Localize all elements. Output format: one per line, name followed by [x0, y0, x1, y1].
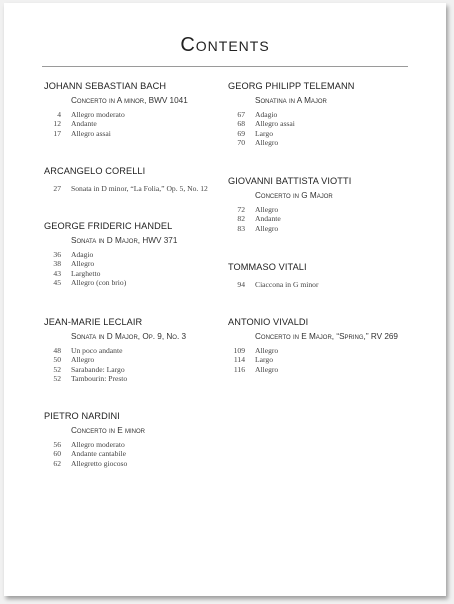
- movement-name: Allegro moderato: [71, 440, 125, 449]
- composer-section-vitali: [228, 262, 318, 289]
- movement-entry: [228, 205, 351, 214]
- movement-name: Allegro: [255, 138, 279, 148]
- movement-entry: [228, 138, 354, 147]
- movement-name: Sonata in D minor, “La Folia,” Op. 5, No. 12: [71, 184, 208, 193]
- page-number: 72: [237, 205, 245, 214]
- composer-section-nardini: [44, 411, 145, 468]
- movement-name: Largo: [255, 355, 273, 365]
- page-number: 12: [53, 119, 61, 129]
- work-title: Sonatina in A Major: [255, 96, 327, 105]
- movement-entry: [44, 269, 177, 278]
- composer-section-leclair: [44, 317, 186, 384]
- work-title: Concerto in G Major: [255, 191, 333, 200]
- page-number: 114: [233, 355, 245, 365]
- composer-section-viotti: [228, 176, 351, 233]
- movement-name: Larghetto: [71, 268, 101, 278]
- movement-entry: [44, 459, 145, 468]
- composer-name: GEORG PHILIPP TELEMANN: [228, 81, 355, 91]
- movement-name: Ciaccona in G minor: [255, 280, 319, 289]
- page-number: 70: [237, 138, 245, 148]
- page-number: 45: [53, 278, 61, 288]
- page-number: 67: [237, 110, 245, 119]
- work-title: Concerto in E Major, “Spring,” RV 269: [255, 332, 398, 341]
- movement-name: Andante: [71, 119, 97, 129]
- composer-section-bach: [44, 81, 188, 138]
- composer-name: GIOVANNI BATTISTA VIOTTI: [228, 176, 352, 186]
- movement-entry: [44, 110, 188, 119]
- composer-name: TOMMASO VITALI: [228, 262, 307, 272]
- movement-name: Allegro: [255, 364, 279, 374]
- movement-name: Allegretto giocoso: [71, 458, 128, 468]
- movement-name: Allegro (con brio): [71, 278, 127, 288]
- page-number: 27: [53, 184, 61, 193]
- composer-name: PIETRO NARDINI: [44, 411, 120, 421]
- page-number: 52: [53, 374, 61, 384]
- work-title: Concerto in E minor: [71, 426, 145, 435]
- movement-entry: [228, 355, 398, 364]
- composer-name: ARCANGELO CORELLI: [44, 166, 146, 176]
- movement-name: Allegro: [71, 259, 95, 269]
- movement-entry: [44, 355, 186, 364]
- movement-entry: [44, 129, 188, 138]
- movement-name: Allegro: [255, 346, 279, 355]
- movement-name: Allegro assai: [255, 119, 295, 129]
- composer-section-vivaldi: [228, 317, 398, 374]
- page-number: 82: [237, 214, 245, 224]
- movement-name: Allegro assai: [71, 128, 111, 138]
- movement-entry: [44, 184, 208, 193]
- composer-name: ANTONIO VIVALDI: [228, 317, 309, 327]
- movement-entry: [44, 440, 145, 449]
- page-number: 62: [53, 458, 61, 468]
- work-title: Concerto in A minor, BWV 1041: [71, 96, 188, 105]
- movement-entry: [228, 346, 398, 355]
- page-number: 109: [233, 346, 245, 355]
- movement-entry: [228, 365, 398, 374]
- work-title: Sonata in D Major, HWV 371: [71, 236, 178, 245]
- movement-entry: [44, 449, 145, 458]
- movement-entry: [228, 119, 354, 128]
- movement-name: Andante: [255, 214, 281, 224]
- movement-name: Adagio: [255, 110, 278, 119]
- movement-entry: [44, 346, 186, 355]
- page-number: 48: [53, 346, 61, 355]
- page-number: 52: [53, 364, 61, 374]
- movement-entry: [228, 280, 318, 289]
- page-number: 4: [57, 110, 61, 119]
- movement-name: Sarabande: Largo: [71, 364, 125, 374]
- composer-section-handel: [44, 221, 177, 288]
- composer-name: GEORGE FRIDERIC HANDEL: [44, 221, 173, 231]
- movement-name: Largo: [255, 128, 273, 138]
- movement-name: Un poco andante: [71, 346, 123, 355]
- work-title: Sonata in D Major, Op. 9, No. 3: [71, 332, 187, 341]
- page-number: 69: [237, 128, 245, 138]
- page-number: 60: [53, 449, 61, 459]
- page-number: 56: [53, 440, 61, 449]
- composer-name: JOHANN SEBASTIAN BACH: [44, 81, 167, 91]
- page-number: 36: [53, 250, 61, 259]
- page-number: 43: [53, 268, 61, 278]
- composer-section-telemann: [228, 81, 354, 148]
- movement-entry: [228, 224, 351, 233]
- movement-entry: [44, 278, 177, 287]
- composer-section-corelli: [44, 166, 208, 193]
- contents-page: [4, 3, 446, 596]
- page-number: 68: [237, 119, 245, 129]
- movement-entry: [44, 259, 177, 268]
- page-number: 94: [237, 280, 245, 289]
- title-divider: [42, 66, 408, 67]
- movement-name: Adagio: [71, 250, 94, 259]
- movement-entry: [228, 214, 351, 223]
- movement-entry: [228, 110, 354, 119]
- page-number: 83: [237, 223, 245, 233]
- page-title: Contents: [180, 34, 270, 56]
- page-number: 116: [233, 364, 245, 374]
- movement-name: Allegro: [71, 355, 95, 365]
- movement-entry: [228, 129, 354, 138]
- page-number: 50: [53, 355, 61, 365]
- page-number: 38: [53, 259, 61, 269]
- composer-name: JEAN-MARIE LECLAIR: [44, 317, 143, 327]
- movement-entry: [44, 119, 188, 128]
- page-number: 17: [53, 128, 61, 138]
- movement-name: Tambourin: Presto: [71, 374, 128, 384]
- movement-entry: [44, 365, 186, 374]
- movement-entry: [44, 374, 186, 383]
- movement-name: Andante cantabile: [71, 449, 127, 459]
- movement-name: Allegro: [255, 223, 279, 233]
- movement-name: Allegro moderato: [71, 110, 125, 119]
- movement-name: Allegro: [255, 205, 279, 214]
- movement-entry: [44, 250, 177, 259]
